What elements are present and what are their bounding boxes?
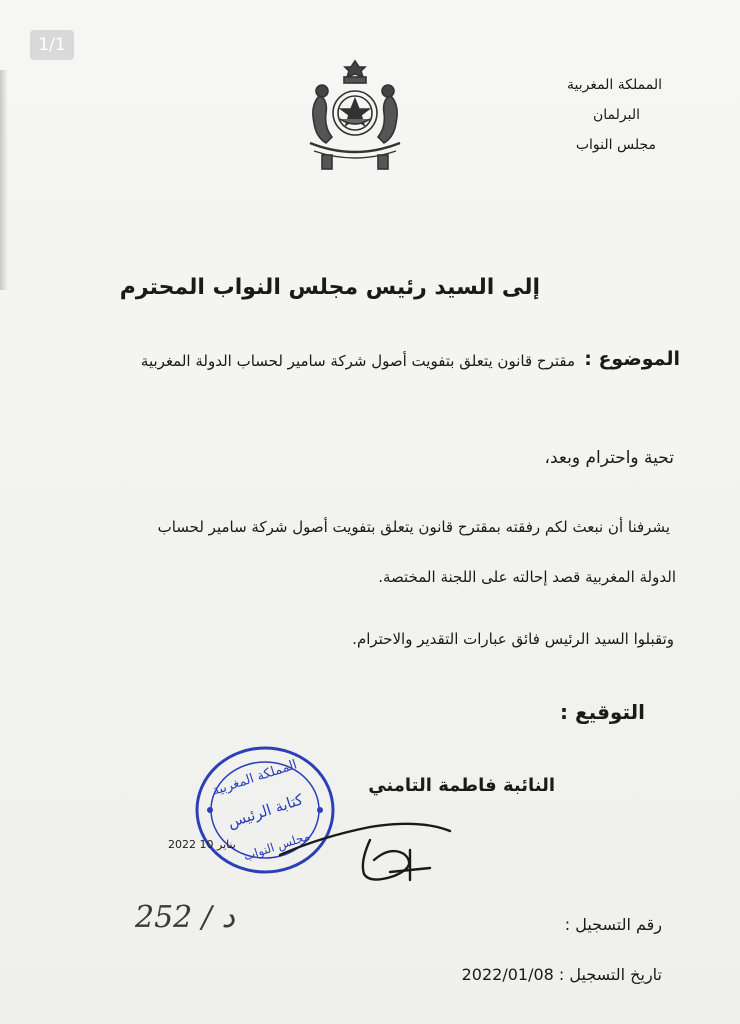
stamp-text-top: المملكة المغربية [210, 757, 299, 799]
registration-date-value: 2022/01/08 [461, 965, 554, 984]
letterhead-house: مجلس النواب [575, 137, 656, 153]
letterhead [567, 70, 662, 160]
stamp-text-bottom: مجلس النواب [241, 828, 312, 864]
page-counter-badge: 1/1 [30, 30, 74, 60]
stamp-text-middle: كتابة الرئيس [225, 790, 306, 832]
subject-label: الموضوع : [584, 348, 680, 370]
coat-of-arms-icon [300, 55, 410, 175]
body-paragraph-line-1: يشرفنا أن نبعث لكم رفقته بمقترح قانون يتعلق بتفويت أصول شركة سامير لحساب [157, 518, 670, 536]
body-paragraph-line-2: الدولة المغربية قصد إحالته على اللجنة المختصة. [378, 568, 676, 586]
letterhead-kingdom: المملكة المغربية [566, 77, 662, 93]
scan-edge-shadow [0, 70, 8, 290]
handwritten-signature [270, 810, 470, 890]
subject-text: مقترح قانون يتعلق بتفويت أصول شركة سامير لحساب الدولة المغربية [140, 352, 575, 370]
signer-name: النائبة فاطمة التامني [368, 775, 555, 796]
closing-line: وتقبلوا السيد الرئيس فائق عبارات التقدير والاحترام. [352, 630, 674, 648]
greeting: تحية واحترام وبعد، [544, 448, 674, 468]
registration-date-line [462, 965, 662, 984]
signature-label: التوقيع : [560, 700, 645, 724]
registration-number-handwritten: 252 / د [135, 900, 235, 935]
stamp-date: 2022 يناير 10 [168, 838, 236, 851]
registration-date-label: تاريخ التسجيل : [558, 965, 662, 984]
addressee-line: إلى السيد رئيس مجلس النواب المحترم [119, 275, 540, 300]
registration-number-label: رقم التسجيل : [564, 915, 662, 934]
letterhead-parliament: البرلمان [592, 107, 640, 123]
